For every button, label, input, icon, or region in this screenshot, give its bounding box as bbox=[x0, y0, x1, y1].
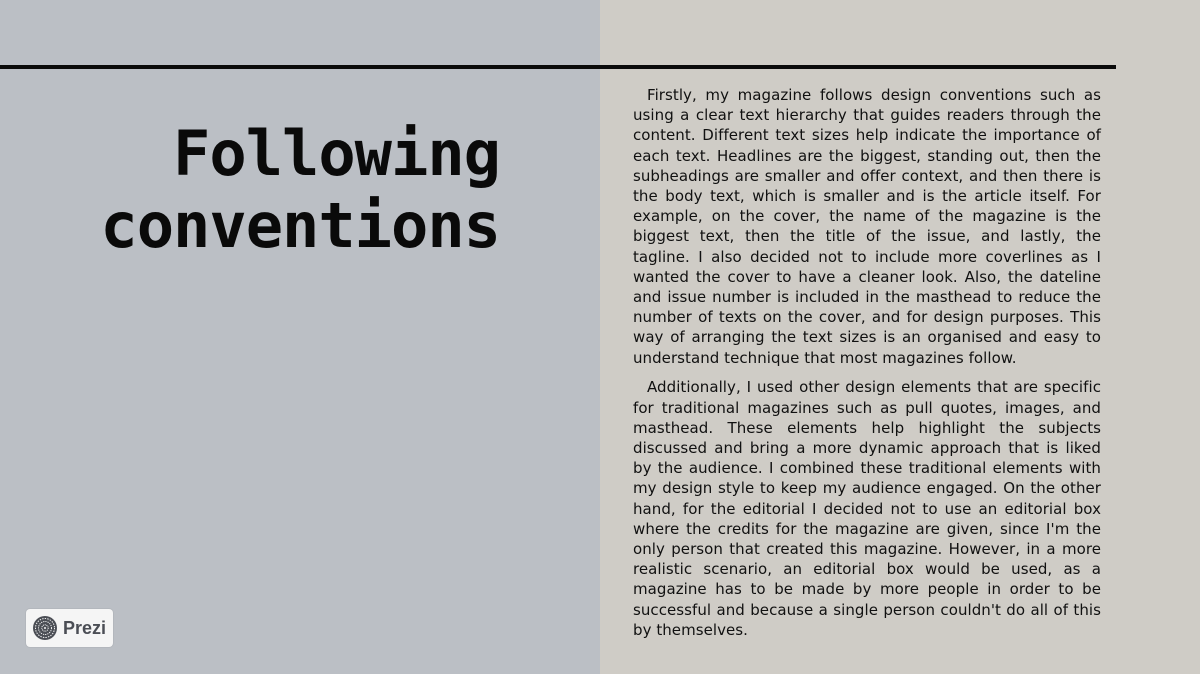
prezi-logo-label: Prezi bbox=[63, 617, 107, 638]
body-paragraph-2: Additionally, I used other design elements that are specific for traditional magazines such as pull quotes, images, and masthead. These elements help highlight the subjects discussed and bring a more dynamic approach that is liked by the audience. I combined these traditional elements with my design style to keep my audience engaged. On the other hand, for the editorial I decided not to use an editorial box where the credits for the magazine are given, since I'm the only person that created this magazine. However, in a more realistic scenario, an editorial box would be used, as a magazine has to be made by more people in order to be successful and because a single person couldn't do all of this by themselves. bbox=[633, 378, 1101, 639]
body-paragraph-1: Firstly, my magazine follows design conventions such as using a clear text hierarchy that guides readers through the content. Different text sizes help indicate the importance of each text. Headlines are the biggest, standing out, then the subheadings are smaller and offer context, and then there is the body text, which is smaller and is the article itself. For example, on the cover, the name of the magazine is the biggest text, then the title of the issue, and lastly, the tagline. I also decided not to include more coverlines as I wanted the cover to have a cleaner look. Also, the dateline and issue number is included in the masthead to reduce the number of texts on the cover, and for design purposes. This way of arranging the text sizes is an organised and easy to understand technique that most magazines follow. bbox=[633, 86, 1101, 367]
slide-title-line-2: conventions bbox=[100, 189, 500, 262]
slide-title bbox=[100, 118, 500, 262]
top-divider-rule bbox=[0, 65, 1116, 69]
body-text bbox=[633, 85, 1101, 649]
prezi-badge[interactable] bbox=[26, 609, 113, 647]
prezi-logo-icon bbox=[32, 615, 58, 641]
slide-title-line-1: Following bbox=[173, 117, 500, 190]
